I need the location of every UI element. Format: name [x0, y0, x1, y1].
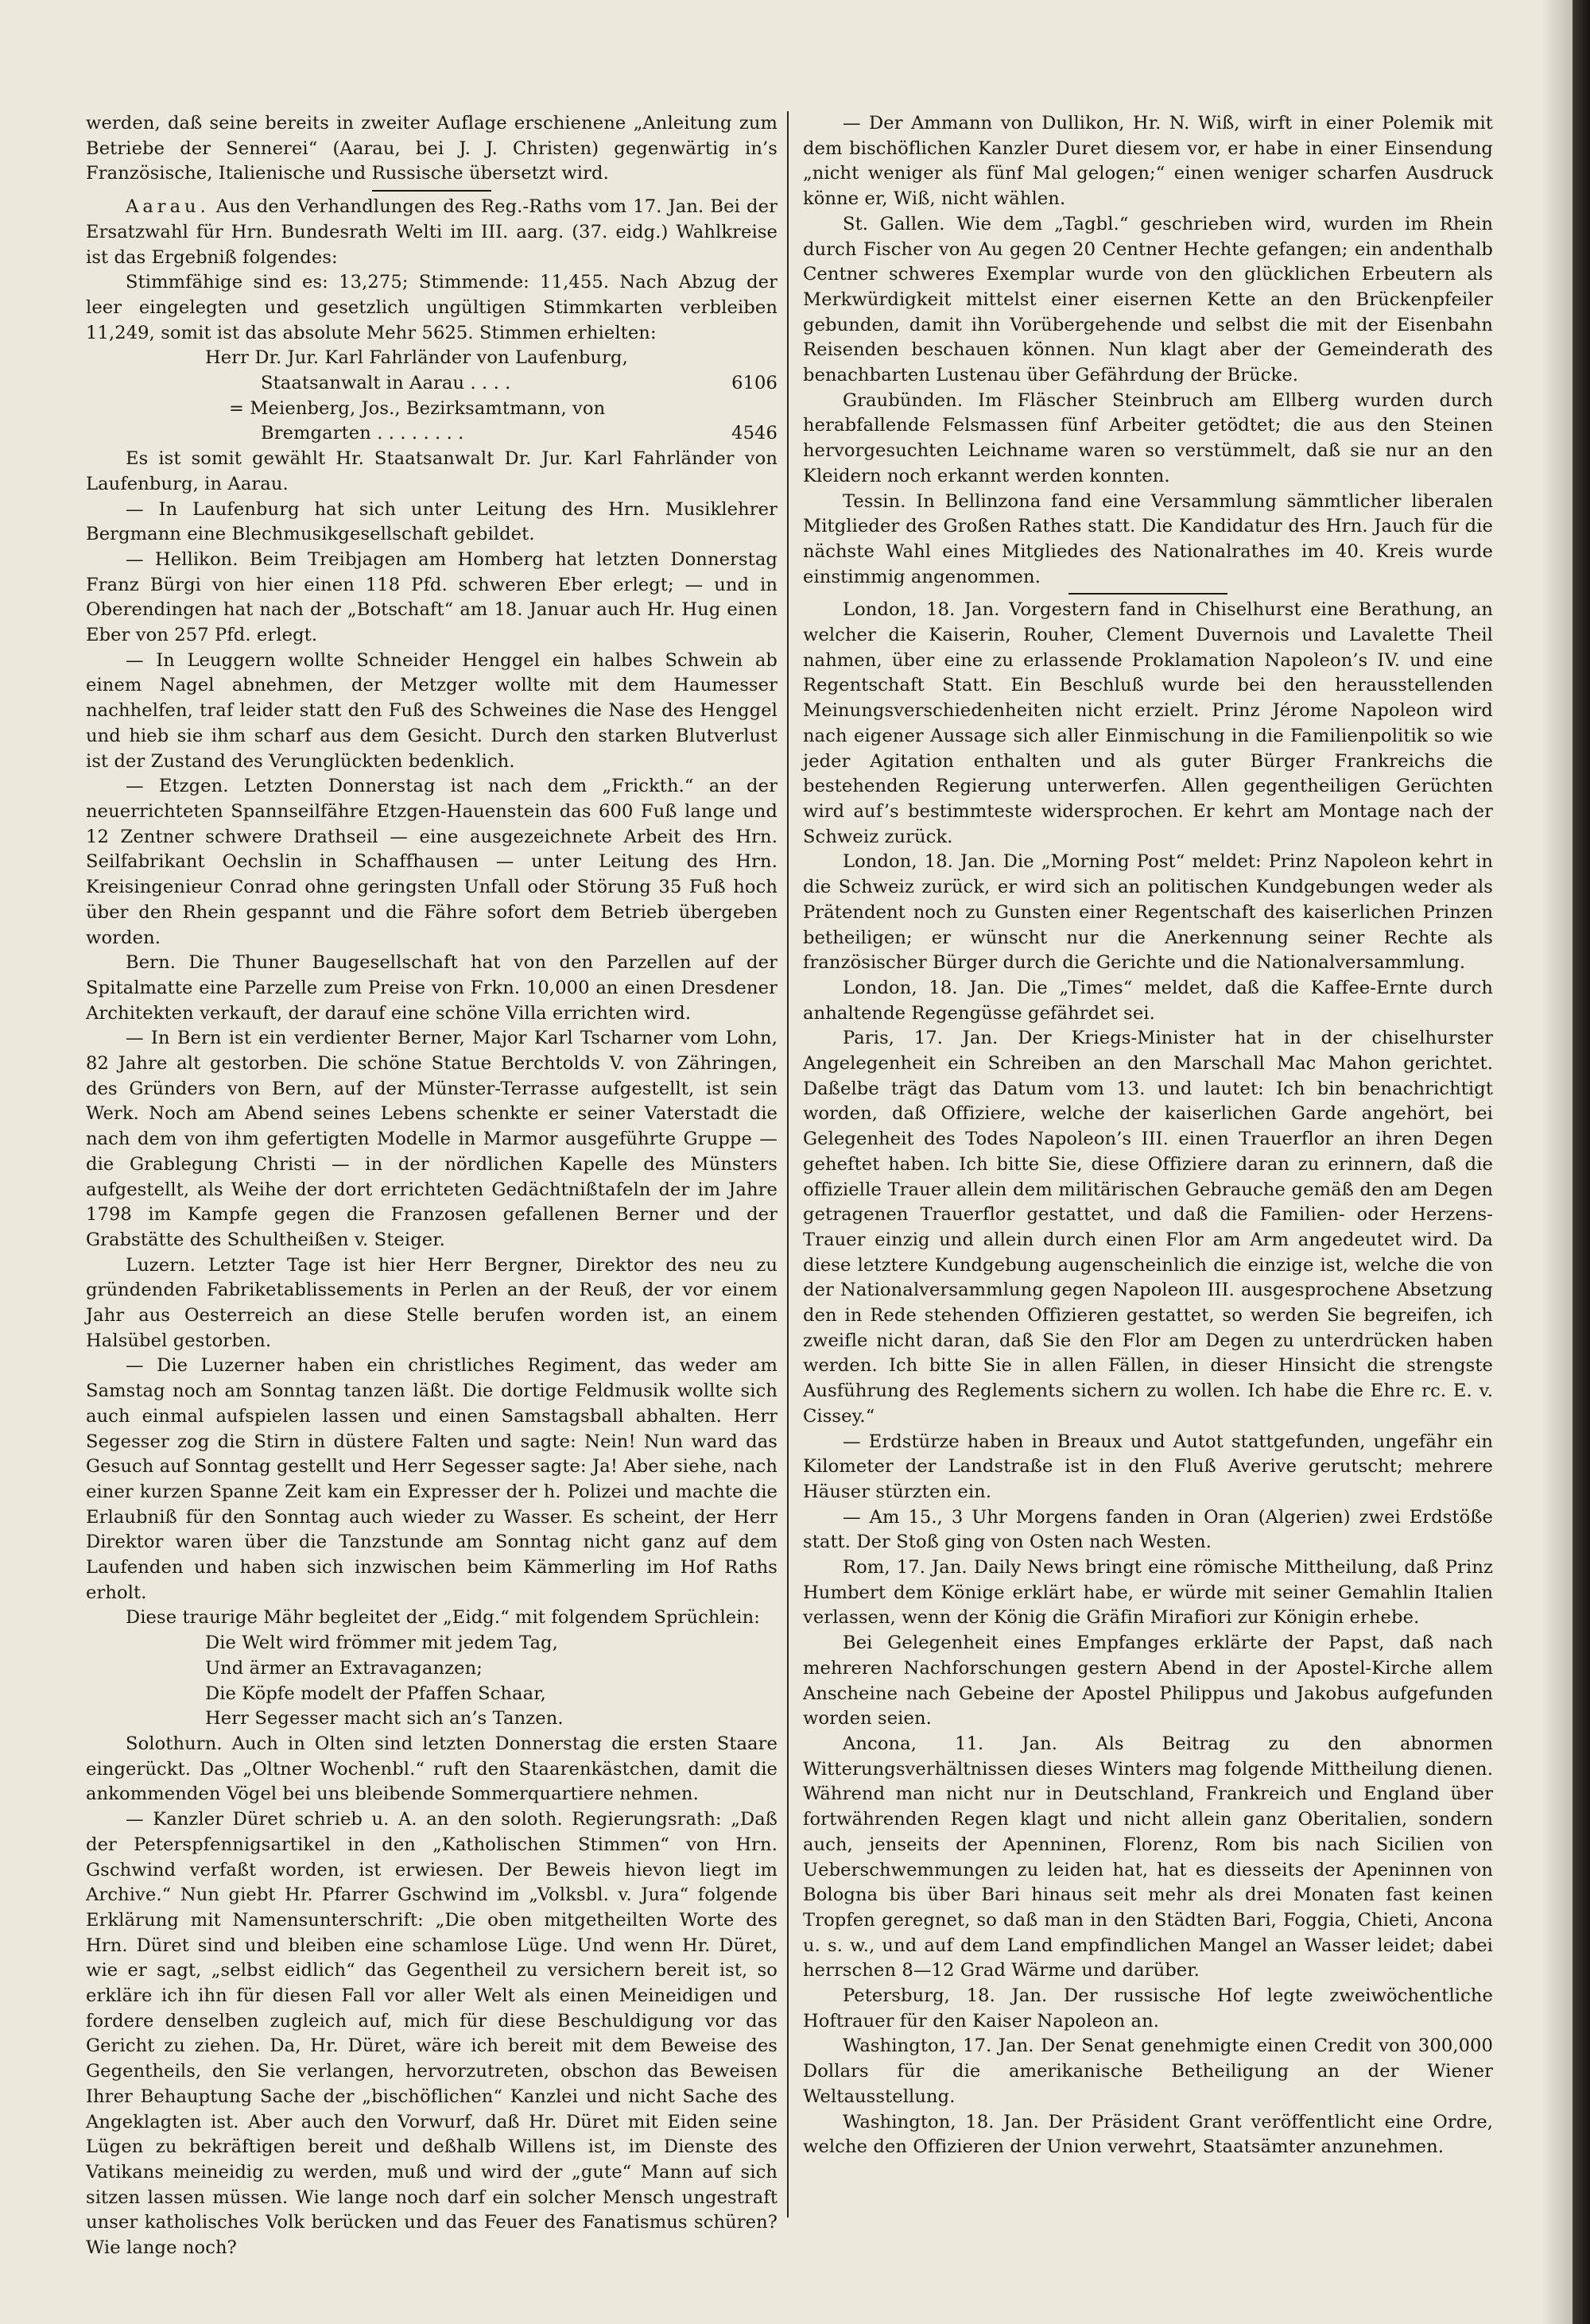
- article-st-gallen: St. Gallen. Wie dem „Tagbl.“ geschrieben wird, wurden im Rhein durch Fischer von Au gegen 20 Centner Hechte gefangen; ein andenthalb Centner schweres Exemplar wurde von den glücklichen Erbeutern als Merkwürdigkeit mittelst einer eisernen Kette an den Brückenpfeiler gebunden, damit ihn Vorübergehende und selbst die mit der Eisenbahn Reisenden beschauen können. Nun klagt aber der Gemeinderath des benachbarten Lustenau über Gefährdung der Brücke.: [803, 213, 1493, 386]
- candidate-2-title: Bremgarten . . . . . . . .: [261, 423, 464, 444]
- article-bern-1: Bern. Die Thuner Baugesellschaft hat von den Parzellen auf der Spitalmatte eine Parzelle zum Preise von Frkn. 10,000 an einen Dresdener Architekten verkauft, der darauf eine schöne Villa errichten wird.: [86, 952, 778, 1024]
- candidate-2-row: [86, 421, 778, 447]
- left-column: [86, 111, 778, 2261]
- election-result: Es ist somit gewählt Hr. Staatsanwalt Dr. Jur. Karl Fahrländer von Laufenburg, in Aarau.: [86, 448, 778, 494]
- candidate-1-row: [86, 371, 778, 397]
- page-edge-shadow: [1541, 0, 1573, 2324]
- page-edge: [1573, 0, 1590, 2324]
- article-dueret: — Kanzler Düret schrieb u. A. an den soloth. Regierungsrath: „Daß der Peterspfennigsartikel in den „Katholischen Stimmen“ von Hrn. Gschwind verfaßt worden, ist erwiesen. Der Beweis hievon liegt im Archive.“ Nun giebt Hr. Pfarrer Gschwind im „Volksbl. v. Jura“ folgende Erklärung mit Namensunterschrift: „Die oben mitgetheilten Worte des Hrn. Düret sind und bleiben eine schamlose Lüge. Und wenn Hr. Düret, wie er sagt, „selbst eidlich“ das Gegentheil zu versichern bereit ist, so erkläre ich ihn für diesen Fall vor aller Welt als einen Meineidigen und fordere denselben zugleich auf, mich für diese Beschuldigung vor das Gericht zu ziehen. Da, Hr. Düret, wäre ich bereit mit dem Beweise des Gegentheils, den Sie verlangen, hervorzutreten, obschon das Beweisen Ihrer Behauptung Sache der „bischöflichen“ Kanzlei und nicht Sache des Angeklagten ist. Aber auch den Vorwurf, daß Hr. Düret mit Eiden seine Lügen zu bekräftigen bereit und deßhalb Willens ist, im Dienste des Vatikans meineidig zu werden, muß und wird der „gute“ Mann auf sich sitzen lassen müssen. Wie lange noch darf ein solcher Mensch ungestraft unser katholisches Volk berücken und das Feuer des Fanatismus schüren? Wie lange noch?: [86, 1809, 778, 2259]
- article-erdstuerze: — Erdstürze haben in Breaux und Autot stattgefunden, ungefähr ein Kilometer der Landstraße ist in den Fluß Averive gerutscht; mehrere Häuser stürzten ein.: [803, 1431, 1493, 1502]
- article-luzern-1: Luzern. Letzter Tage ist hier Herr Bergner, Direktor des neu zu gründenden Fabriketablissements in Perlen an der Reuß, der vor einem Jahr aus Oesterreich an diese Stelle berufen worden ist, an einem Halsübel gestorben.: [86, 1254, 778, 1351]
- section-divider: [1068, 593, 1227, 595]
- article-solothurn: Solothurn. Auch in Olten sind letzten Donnerstag die ersten Staare eingerückt. Das „Oltner Wochenbl.“ ruft den Staarenkästchen, damit die ankommenden Vögel bei uns bleibende Sommerquartiere nehmen.: [86, 1733, 778, 1805]
- article-etzgen: — Etzgen. Letzten Donnerstag ist nach dem „Frickth.“ an der neuerrichteten Spannseilfähre Etzgen-Hauenstein das 600 Fuß lange und 12 Zentner schwere Drathseil — eine ausgezeichnete Arbeit des Hrn. Seilfabrikant Oechslin in Schaffhausen — unter Leitung des Hrn. Kreisingenieur Conrad ohne geringsten Unfall oder Störung 35 Fuß hoch über den Rhein gespannt und die Fähre sofort dem Betrieb übergeben worden.: [86, 776, 778, 948]
- column-divider: [787, 111, 789, 2217]
- article-bern-2: — In Bern ist ein verdienter Berner, Major Karl Tscharner vom Lohn, 82 Jahre alt gestorben. Die schöne Statue Berchtolds V. von Zähringen, des Gründers von Bern, auf der Münster-Terrasse aufgestellt, ist sein Werk. Noch am Abend seines Lebens schenkte er seiner Vaterstadt die nach dem von ihm gefertigten Modelle in Marmor ausgeführte Gruppe — die Grablegung Christi — in der nördlichen Kapelle des Münsters aufgestellt, als Weihe der dort errichteten Gedächtnißtafeln der im Jahre 1798 im Kampfe gegen die Franzosen gefallenen Berner und der Grabstätte des Schultheißen v. Steiger.: [86, 1028, 778, 1250]
- article-oran: — Am 15., 3 Uhr Morgens fanden in Oran (Algerien) zwei Erdstöße statt. Der Stoß ging von Osten nach Westen.: [803, 1506, 1493, 1553]
- verse-line: Und ärmer an Extravaganzen;: [205, 1657, 483, 1679]
- dateline-aarau: Aarau.: [126, 196, 210, 218]
- candidate-1-title: Staatsanwalt in Aarau . . . .: [261, 373, 511, 394]
- aarau-text: Aus den Verhandlungen des Reg.-Raths vom 17. Jan. Bei der Ersatzwahl für Hrn. Bundesrath Welti im III. aarg. (37. eidg.) Wahlkreise ist das Ergebniß folgendes:: [86, 196, 778, 268]
- verse-line: Herr Segesser macht sich an’s Tanzen.: [205, 1708, 564, 1729]
- verse-line: Die Welt wird frömmer mit jedem Tag,: [205, 1633, 558, 1654]
- candidate-1-name: Herr Dr. Jur. Karl Fahrländer von Laufenburg,: [205, 347, 628, 369]
- article-london-1: London, 18. Jan. Vorgestern fand in Chiselhurst eine Berathung, an welcher die Kaiserin, Rouher, Clement Duvernois und Lavalette Theil nahmen, über eine zu erlassende Proklamation Napoleon’s IV. und eine Regentschaft Statt. Ein Beschluß wurde bei den herausstellenden Meinungsverschiedenheiten nicht erzielt. Prinz Jérome Napoleon wird nach eigener Aussage sich aller Einmischung in die Familienpolitik so wie jeder Agitation enthalten und als guter Bürger Frankreichs die bestehenden Regierung unterwerfen. Allen gegentheiligen Gerüchten wird auf’s bestimmteste widersprochen. Er kehrt am Montage nach der Schweiz zurück.: [803, 599, 1493, 847]
- article-luzern-2: — Die Luzerner haben ein christliches Regiment, das weder am Samstag noch am Sonntag tanzen läßt. Die dortige Feldmusik wollte sich auch einmal aufspielen lassen und einen Samstagsball abhalten. Herr Segesser zog die Stirn in düstere Falten und sagte: Nein! Nun ward das Gesuch auf Sonntag gestellt und Herr Segesser sagte: Ja! Aber siehe, nach einer kurzen Spanne Zeit kam ein Expresser der h. Polizei und machte die Erlaubniß für den Sonntag auch wieder zu Wasser. Es scheint, der Herr Direktor waren über die Tanzstunde am Sonntag nicht ganz auf dem Laufenden und haben sich inzwischen beim Kämmerling im Hof Raths erholt.: [86, 1355, 778, 1603]
- verse-intro: Diese traurige Mähr begleitet der „Eidg.“ mit folgendem Sprüchlein:: [126, 1607, 760, 1629]
- article-dullikon: — Der Ammann von Dullikon, Hr. N. Wiß, wirft in einer Polemik mit dem bischöflichen Kanzler Duret diesem vor, er habe in einer Einsendung „nicht weniger als fünf Mal gelogen;“ einen weniger scharfen Ausdruck könne er, Wiß, nicht wählen.: [803, 113, 1493, 210]
- article-tessin: Tessin. In Bellinzona fand eine Versammlung sämmtlicher liberalen Mitglieder des Großen Rathes statt. Die Kandidatur des Hrn. Jauch für die nächste Wahl eines Mitgliedes des Nationalrathes im 40. Kreis wurde einstimmig angenommen.: [803, 490, 1493, 587]
- article-ancona: Ancona, 11. Jan. Als Beitrag zu den abnormen Witterungsverhältnissen dieses Winters mag folgende Mittheilung dienen. Während man nicht nur in Deutschland, Frankreich und England über fortwährenden Regen klagt und nicht allein ganz Oberitalien, sondern auch, jenseits der Apenninen, Florenz, Rom bis nach Sicilien von Ueberschwemmungen zu leiden hat, hat es diesseits der Apeninnen von Bologna bis über Bari hinaus seit mehr als drei Monaten fast keinen Tropfen geregnet, so daß man in den Städten Bari, Foggia, Chieti, Ancona u. s. w., und auf dem Land empfindlichen Mangel an Wasser leidet; dabei herrschen 8—12 Grad Wärme und darüber.: [803, 1733, 1493, 1981]
- right-column: [803, 111, 1493, 2160]
- candidate-1-votes: 6106: [731, 373, 778, 394]
- article-washington-2: Washington, 18. Jan. Der Präsident Grant veröffentlicht eine Ordre, welche den Offizieren der Union verwehrt, Staatsämter anzunehmen.: [803, 2111, 1493, 2158]
- verse: [86, 1631, 778, 1732]
- article-london-2: London, 18. Jan. Die „Morning Post“ meldet: Prinz Napoleon kehrt in die Schweiz zurück, er wird sich an politischen Kundgebungen weder als Prätendent noch zu Gunsten einer Regentschaft des kaiserlichen Prinzen betheiligen; er wünscht nur die Anerkennung seiner Rechte als französischer Bürger durch die Gerichte und die Nationalversammlung.: [803, 851, 1493, 974]
- article-continuation: werden, daß seine bereits in zweiter Auflage erschienene „Anleitung zum Betriebe der Sennerei“ (Aarau, bei J. J. Christen) gegenwärtig in’s Französische, Italienische und Russische übersetzt wird.: [86, 113, 778, 184]
- candidate-2-name: = Meienberg, Jos., Bezirksamtmann, von: [229, 397, 606, 419]
- article-hellikon: — Hellikon. Beim Treibjagen am Homberg hat letzten Donnerstag Franz Bürgi von hier einen 118 Pfd. schweren Eber erlegt; — und in Oberendingen hat nach der „Botschaft“ am 18. Januar auch Hr. Hug einen Eber von 257 Pfd. erlegt.: [86, 548, 778, 646]
- article-rom: Rom, 17. Jan. Daily News bringt eine römische Mittheilung, daß Prinz Humbert dem Könige erklärt habe, er würde mit seiner Gemahlin Italien verlassen, wenn der König die Gräfin Mirafiori zur Königin erhebe.: [803, 1557, 1493, 1629]
- article-london-3: London, 18. Jan. Die „Times“ meldet, daß die Kaffee-Ernte durch anhaltende Regengüsse gefährdet sei.: [803, 977, 1493, 1024]
- article-petersburg: Petersburg, 18. Jan. Der russische Hof legte zweiwöchentliche Hoftrauer für den Kaiser Napoleon an.: [803, 1985, 1493, 2032]
- article-leuggern: — In Leuggern wollte Schneider Henggel ein halbes Schwein ab einem Nagel abnehmen, der Metzger wollte mit dem Haumesser nachhelfen, traf leider statt den Fuß des Schweines die Nase des Henggel und hieb sie ihm scharf aus dem Gesicht. Durch den starken Blutverlust ist der Zustand des Verunglückten bedenklich.: [86, 649, 778, 772]
- article-laufenburg: — In Laufenburg hat sich unter Leitung des Hrn. Musiklehrer Bergmann eine Blechmusikgesellschaft gebildet.: [86, 498, 778, 545]
- article-paris: Paris, 17. Jan. Der Kriegs-Minister hat in der chiselhurster Angelegenheit ein Schreiben an den Marschall Mac Mahon gerichtet. Daßelbe trägt das Datum vom 13. und lautet: Ich bin benachrichtigt worden, daß Offiziere, welche der kaiserlichen Garde angehört, bei Gelegenheit des Todes Napoleon’s III. einen Trauerflor an ihren Degen geheftet haben. Ich bitte Sie, diese Offiziere daran zu erinnern, daß die offizielle Trauer allein dem militärischen Gebrauche gemäß den am Degen getragenen Trauerflor gestattet, und daß die Familien- oder Herzens-Trauer einzig und allein durch einen Flor am Arm angedeutet wird. Da diese letztere Kundgebung augenscheinlich die einzige ist, welche die von der Nationalversammlung gegen Napoleon III. ausgesprochene Absetzung den in Rede stehenden Offizieren gestattet, so werden Sie begreifen, ich zweifle nicht daran, daß Sie den Flor am Degen zu unterdrücken haben werden. Ich bitte Sie in allen Fällen, in dieser Hinsicht die strengste Ausführung des Reglements sichern zu wollen. Ich habe die Ehre rc. E. v. Cissey.“: [803, 1028, 1493, 1427]
- article-washington-1: Washington, 17. Jan. Der Senat genehmigte einen Credit von 300,000 Dollars für die amerikanische Betheiligung an der Wiener Weltausstellung.: [803, 2035, 1493, 2107]
- article-papst: Bei Gelegenheit eines Empfanges erklärte der Papst, daß nach mehreren Nachforschungen gestern Abend in der Apostel-Kirche allem Anscheine nach Gebeine der Apostel Philippus und Jakobus aufgefunden worden seien.: [803, 1633, 1493, 1729]
- verse-line: Die Köpfe modelt der Pfaffen Schaar,: [205, 1683, 546, 1704]
- candidate-2-votes: 4546: [731, 423, 778, 444]
- vote-count: Stimmfähige sind es: 13,275; Stimmende: 11,455. Nach Abzug der leer eingelegten und gesetzlich ungültigen Stimmkarten verbleiben 11,249, somit ist das absolute Mehr 5625. Stimmen erhielten:: [86, 272, 778, 343]
- article-graubuenden: Graubünden. Im Fläscher Steinbruch am Ellberg wurden durch herabfallende Felsmassen fünf Arbeiter getödtet; die aus den Steinen hervorgesuchten Leichname waren so verstümmelt, daß sie nur an den Kleidern noch erkannt werden konnten.: [803, 389, 1493, 486]
- section-divider: [372, 190, 491, 192]
- article-aarau: [86, 195, 778, 270]
